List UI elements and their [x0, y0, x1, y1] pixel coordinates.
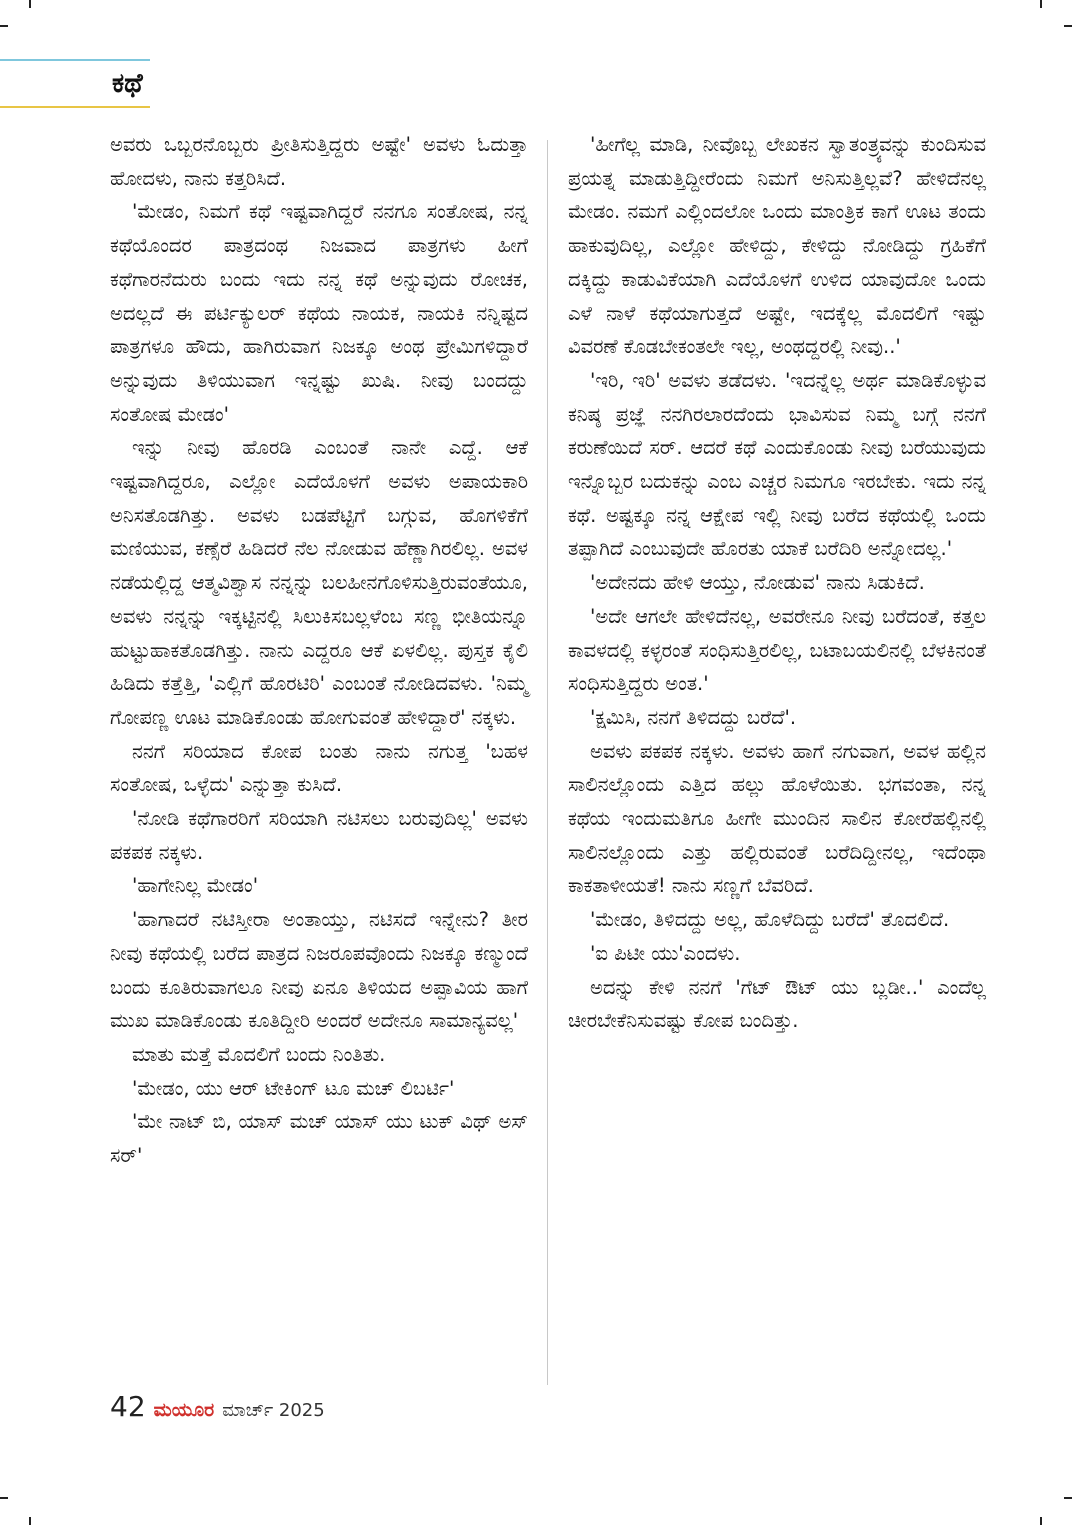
magazine-name: ಮಯೂರ	[153, 1399, 215, 1421]
paragraph: 'ಮೇಡಂ, ಯು ಆರ್ ಟೇಕಿಂಗ್ ಟೂ ಮಚ್ ಲಿಬರ್ಟಿ'	[132, 1076, 455, 1100]
header-rule-bottom	[0, 106, 150, 108]
right-column	[568, 128, 986, 1038]
crop-mark	[1064, 1497, 1072, 1499]
crop-mark	[29, 0, 31, 8]
column-divider	[547, 140, 548, 1385]
paragraph: 'ಮೇಡಂ, ತಿಳಿದದ್ದು ಅಲ್ಲ, ಹೊಳೆದಿದ್ದು ಬರೆದೆ' ತೊದಲಿದೆ.	[590, 908, 950, 932]
paragraph: ಅದನ್ನು ಕೇಳಿ ನನಗೆ 'ಗೆಟ್ ಔಟ್ ಯು ಬ್ಲಡೀ..' ಎಂದೆಲ್ಲ ಚೀರಬೇಕೆನಿಸುವಷ್ಟು ಕೋಪ ಬಂದಿತ್ತು.	[568, 975, 986, 1033]
paragraph: 'ಹೀಗೆಲ್ಲ ಮಾಡಿ, ನೀವೊಬ್ಬ ಲೇಖಕನ ಸ್ವಾತಂತ್ರ್ಯವನ್ನು ಕುಂದಿಸುವ ಪ್ರಯತ್ನ ಮಾಡುತ್ತಿದ್ದೀರೆಂದು ನಿಮಗೆ ಅನಿಸುತ್ತಿಲ್ಲವೆ? ಹೇಳಿದೆನಲ್ಲ ಮೇಡಂ. ನಮಗೆ ಎಲ್ಲಿಂದಲೋ ಒಂದು ಮಾಂತ್ರಿಕ ಕಾಗೆ ಊಟ ತಂದು ಹಾಕುವುದಿಲ್ಲ, ಎಲ್ಲೋ ಹೇಳಿದ್ದು, ಕೇಳಿದ್ದು ನೋಡಿದ್ದು ಗ್ರಹಿಕೆಗೆ ದಕ್ಕಿದ್ದು ಕಾಡುವಿಕೆಯಾಗಿ ಎದೆಯೊಳಗೆ ಉಳಿದ ಯಾವುದೋ ಒಂದು ಎಳೆ ನಾಳೆ ಕಥೆಯಾಗುತ್ತದೆ ಅಷ್ಟೇ, ಇದಕ್ಕೆಲ್ಲ ಮೊದಲಿಗೆ ಇಷ್ಟು ವಿವರಣೆ ಕೊಡಬೇಕಂತಲೇ ಇಲ್ಲ, ಅಂಥದ್ದರಲ್ಲಿ ನೀವು..'	[568, 133, 986, 359]
crop-mark	[0, 25, 8, 27]
paragraph: ಅವಳು ಪಕಪಕ ನಕ್ಕಳು. ಅವಳು ಹಾಗೆ ನಗುವಾಗ, ಅವಳ ಹಲ್ಲಿನ ಸಾಲಿನಲ್ಲೊಂದು ಎತ್ತಿದ ಹಲ್ಲು ಹೊಳೆಯಿತು. ಭಗವಂತಾ, ನನ್ನ ಕಥೆಯ ಇಂದುಮತಿಗೂ ಹೀಗೇ ಮುಂದಿನ ಸಾಲಿನ ಕೋರೆಹಲ್ಲಿನಲ್ಲಿ ಸಾಲಿನಲ್ಲೊಂದು ಎತ್ತು ಹಲ್ಲಿರುವಂತೆ ಬರೆದಿದ್ದೀನಲ್ಲ, ಇದೆಂಥಾ ಕಾಕತಾಳೀಯತೆ! ನಾನು ಸಣ್ಣಗೆ ಬೆವರಿದೆ.	[568, 739, 986, 898]
header-rule-top	[0, 59, 150, 61]
paragraph: 'ಮೇ ನಾಟ್ ಬಿ, ಯಾಸ್ ಮಚ್ ಯಾಸ್ ಯು ಟುಕ್ ವಿಥ್ ಅಸ್ ಸರ್'	[110, 1110, 528, 1168]
paragraph: 'ಹಾಗೇನಿಲ್ಲ ಮೇಡಂ'	[132, 874, 259, 898]
crop-mark	[1040, 1517, 1042, 1525]
paragraph: 'ಇರಿ, ಇರಿ' ಅವಳು ತಡೆದಳು. 'ಇದನ್ನೆಲ್ಲ ಅರ್ಥ ಮಾಡಿಕೊಳ್ಳುವ ಕನಿಷ್ಠ ಪ್ರಜ್ಞೆ ನನಗಿರಲಾರದೆಂದು ಭಾವಿಸುವ ನಿಮ್ಮ ಬಗ್ಗೆ ನನಗೆ ಕರುಣೆಯಿದೆ ಸರ್. ಆದರೆ ಕಥೆ ಎಂದುಕೊಂಡು ನೀವು ಬರೆಯುವುದು ಇನ್ನೊಬ್ಬರ ಬದುಕನ್ನು ಎಂಬ ಎಚ್ಚರ ನಿಮಗೂ ಇರಬೇಕು. ಇದು ನನ್ನ ಕಥೆ. ಅಷ್ಟಕ್ಕೂ ನನ್ನ ಆಕ್ಷೇಪ ಇಲ್ಲಿ ನೀವು ಬರೆದ ಕಥೆಯಲ್ಲಿ ಒಂದು ತಪ್ಪಾಗಿದೆ ಎಂಬುವುದೇ ಹೊರತು ಯಾಕೆ ಬರೆದಿರಿ ಅನ್ನೋದಲ್ಲ.'	[568, 368, 986, 561]
page-footer	[110, 1390, 325, 1430]
paragraph: 'ಕ್ಷಮಿಸಿ, ನನಗೆ ತಿಳಿದದ್ದು ಬರೆದೆ'.	[590, 705, 797, 729]
crop-mark	[1064, 25, 1072, 27]
paragraph: 'ಹಾಗಾದರೆ ನಟಿಸ್ತೀರಾ ಅಂತಾಯ್ತು, ನಟಿಸದೆ ಇನ್ನೇನು? ತೀರ ನೀವು ಕಥೆಯಲ್ಲಿ ಬರೆದ ಪಾತ್ರದ ನಿಜರೂಪವೊಂದು ನಿಜಕ್ಕೂ ಕಣ್ಮುಂದೆ ಬಂದು ಕೂತಿರುವಾಗಲೂ ನೀವು ಏನೂ ತಿಳಿಯದ ಅಪ್ಪಾವಿಯ ಹಾಗೆ ಮುಖ ಮಾಡಿಕೊಂಡು ಕೂತಿದ್ದೀರಿ ಅಂದರೆ ಅದೇನೂ ಸಾಮಾನ್ಯವಲ್ಲ'	[110, 908, 528, 1033]
crop-mark	[1040, 0, 1042, 8]
paragraph: ನನಗೆ ಸರಿಯಾದ ಕೋಪ ಬಂತು ನಾನು ನಗುತ್ತ 'ಬಹಳ ಸಂತೋಷ, ಒಳ್ಳೆದು' ಎನ್ನುತ್ತಾ ಕುಸಿದೆ.	[110, 739, 528, 797]
left-column	[110, 128, 528, 1173]
issue-date: ಮಾರ್ಚ್ 2025	[222, 1400, 325, 1421]
crop-mark	[29, 1517, 31, 1525]
paragraph: ಇನ್ನು ನೀವು ಹೊರಡಿ ಎಂಬಂತೆ ನಾನೇ ಎದ್ದೆ. ಆಕೆ ಇಷ್ಟವಾಗಿದ್ದರೂ, ಎಲ್ಲೋ ಎದೆಯೊಳಗೆ ಅವಳು ಅಪಾಯಕಾರಿ ಅನಿಸತೊಡಗಿತ್ತು. ಅವಳು ಬಡಪೆಟ್ಟಿಗೆ ಬಗ್ಗುವ, ಹೊಗಳಿಕೆಗೆ ಮಣಿಯುವ, ಕಣ್ಸೆರೆ ಹಿಡಿದರೆ ನೆಲ ನೋಡುವ ಹೆಣ್ಣಾಗಿರಲಿಲ್ಲ. ಅವಳ ನಡೆಯಲ್ಲಿದ್ದ ಆತ್ಮವಿಶ್ವಾಸ ನನ್ನನ್ನು ಬಲಹೀನಗೊಳಿಸುತ್ತಿರುವಂತೆಯೂ, ಅವಳು ನನ್ನನ್ನು ಇಕ್ಕಟ್ಟಿನಲ್ಲಿ ಸಿಲುಕಿಸಬಲ್ಲಳೆಂಬ ಸಣ್ಣ ಭೀತಿಯನ್ನೂ ಹುಟ್ಟುಹಾಕತೊಡಗಿತ್ತು. ನಾನು ಎದ್ದರೂ ಆಕೆ ಏಳಲಿಲ್ಲ. ಪುಸ್ತಕ ಕೈಲಿ ಹಿಡಿದು ಕತ್ತೆತ್ತಿ, 'ಎಲ್ಲಿಗೆ ಹೊರಟಿರಿ' ಎಂಬಂತೆ ನೋಡಿದವಳು. 'ನಿಮ್ಮ ಗೋಪಣ್ಣ ಊಟ ಮಾಡಿಕೊಂಡು ಹೋಗುವಂತೆ ಹೇಳಿದ್ದಾರೆ' ನಕ್ಕಳು.	[110, 436, 528, 729]
paragraph: 'ಅದೇನದು ಹೇಳಿ ಆಯ್ತು, ನೋಡುವ' ನಾನು ಸಿಡುಕಿದೆ.	[590, 571, 925, 595]
paragraph: ಮಾತು ಮತ್ತೆ ಮೊದಲಿಗೆ ಬಂದು ನಿಂತಿತು.	[132, 1042, 386, 1066]
page-number: 42	[110, 1390, 146, 1423]
paragraph: 'ಮೇಡಂ, ನಿಮಗೆ ಕಥೆ ಇಷ್ಟವಾಗಿದ್ದರೆ ನನಗೂ ಸಂತೋಷ, ನನ್ನ ಕಥೆಯೊಂದರ ಪಾತ್ರದಂಥ ನಿಜವಾದ ಪಾತ್ರಗಳು ಹೀಗೆ ಕಥೆಗಾರನೆದುರು ಬಂದು ಇದು ನನ್ನ ಕಥೆ ಅನ್ನುವುದು ರೋಚಕ, ಅದಲ್ಲದೆ ಈ ಪರ್ಟಿಕ್ಯುಲರ್ ಕಥೆಯ ನಾಯಕ, ನಾಯಕಿ ನನ್ನಿಷ್ಟದ ಪಾತ್ರಗಳೂ ಹೌದು, ಹಾಗಿರುವಾಗ ನಿಜಕ್ಕೂ ಅಂಥ ಪ್ರೇಮಿಗಳಿದ್ದಾರೆ ಅನ್ನುವುದು ತಿಳಿಯುವಾಗ ಇನ್ನಷ್ಟು ಖುಷಿ. ನೀವು ಬಂದದ್ದು ಸಂತೋಷ ಮೇಡಂ'	[110, 200, 528, 426]
section-title: ಕಥೆ	[112, 68, 143, 99]
paragraph: 'ನೋಡಿ ಕಥೆಗಾರರಿಗೆ ಸರಿಯಾಗಿ ನಟಿಸಲು ಬರುವುದಿಲ್ಲ' ಅವಳು ಪಕಪಕ ನಕ್ಕಳು.	[110, 807, 528, 864]
paragraph: ಅವರು ಒಬ್ಬರನೊಬ್ಬರು ಪ್ರೀತಿಸುತ್ತಿದ್ದರು ಅಷ್ಟೇ' ಅವಳು ಓದುತ್ತಾ ಹೋದಳು, ನಾನು ಕತ್ತರಿಸಿದೆ.	[110, 133, 528, 190]
paragraph: 'ಅದೇ ಆಗಲೇ ಹೇಳಿದೆನಲ್ಲ, ಅವರೇನೂ ನೀವು ಬರೆದಂತೆ, ಕತ್ತಲ ಕಾವಳದಲ್ಲಿ ಕಳ್ಳರಂತೆ ಸಂಧಿಸುತ್ತಿರಲಿಲ್ಲ, ಬಟಾಬಯಲಿನಲ್ಲಿ ಬೆಳಕಿನಂತೆ ಸಂಧಿಸುತ್ತಿದ್ದರು ಅಂತ.'	[568, 604, 986, 696]
crop-mark	[0, 1497, 8, 1499]
paragraph: 'ಐ ಪಿಟೀ ಯು'ಎಂದಳು.	[590, 941, 741, 965]
